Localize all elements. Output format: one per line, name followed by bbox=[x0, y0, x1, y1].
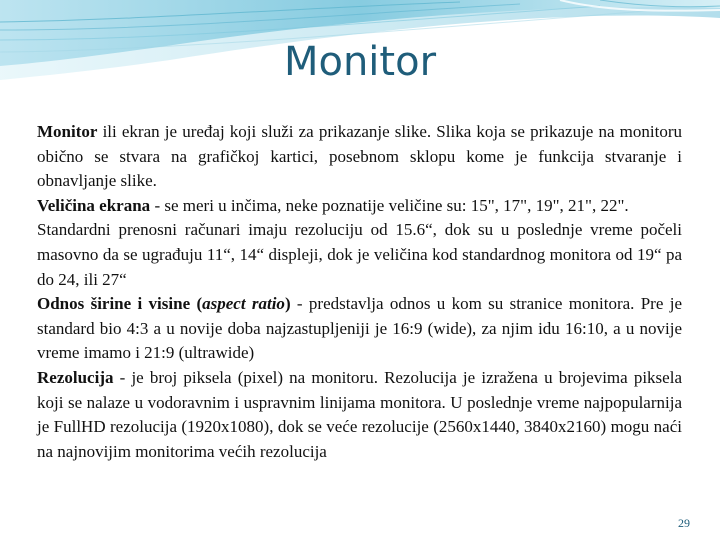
slide-title: Monitor bbox=[283, 39, 437, 85]
paragraph-laptop-sizes bbox=[37, 218, 682, 292]
paragraph-screen-size bbox=[37, 194, 682, 219]
term-aspect-ratio-label: Odnos širine i visine ( bbox=[37, 294, 203, 314]
text-monitor: ili ekran je uređaj koji služi za prikazanje slike. Slika koja se prikazuje na monitoru obično se stvara na grafičkoj kartici, posebnom sklopu kome je funkcija stvaranje i obnavljanje slike. bbox=[37, 122, 682, 191]
paragraph-monitor bbox=[37, 120, 682, 194]
term-resolution: Rezolucija bbox=[37, 367, 114, 387]
paragraph-aspect-ratio bbox=[37, 292, 682, 366]
term-monitor: Monitor bbox=[37, 122, 98, 141]
text-aspect-ratio: - predstavlja odnos u kom su stranice monitora. Pre je standard bio 4:3 a u novije doba najzastupljeniji je 16:9 (wide), za njim idu 16:10, a u novije vreme imamo i 21:9 (ultrawide) bbox=[37, 294, 682, 363]
term-aspect-ratio bbox=[37, 294, 291, 313]
page-number: 29 bbox=[678, 516, 690, 530]
term-aspect-ratio-italic: aspect ratio bbox=[202, 294, 285, 314]
text-screen-size: - se meri u inčima, neke poznatije veličine su: 15", 17", 19", 21", 22". bbox=[150, 195, 629, 215]
paragraph-resolution bbox=[37, 366, 682, 464]
text-resolution: - je broj piksela (pixel) na monitoru. Rezolucija je izražena u brojevima piksela koji se nalaze u vodoravnim i uspravnim linijama monitora. U poslednje vreme najpopularnija je FullHD rezolucija (1920x1080), dok se veće rezolucije (2560x1440, 3840x2160) mogu naći na najnovijim monitorima većih rezolucija bbox=[37, 367, 682, 461]
text-laptop-sizes: Standardni prenosni računari imaju rezoluciju od 15.6“, dok su u poslednje vreme počeli masovno da se ugrađuju 11“, 14“ displeji, dok je veličina kod standardnog monitora od 19“ pa do 24, ili 27“ bbox=[37, 220, 682, 289]
term-screen-size: Veličina ekrana bbox=[37, 195, 151, 215]
slide-body bbox=[37, 120, 682, 464]
term-aspect-ratio-end: ) bbox=[284, 294, 291, 314]
